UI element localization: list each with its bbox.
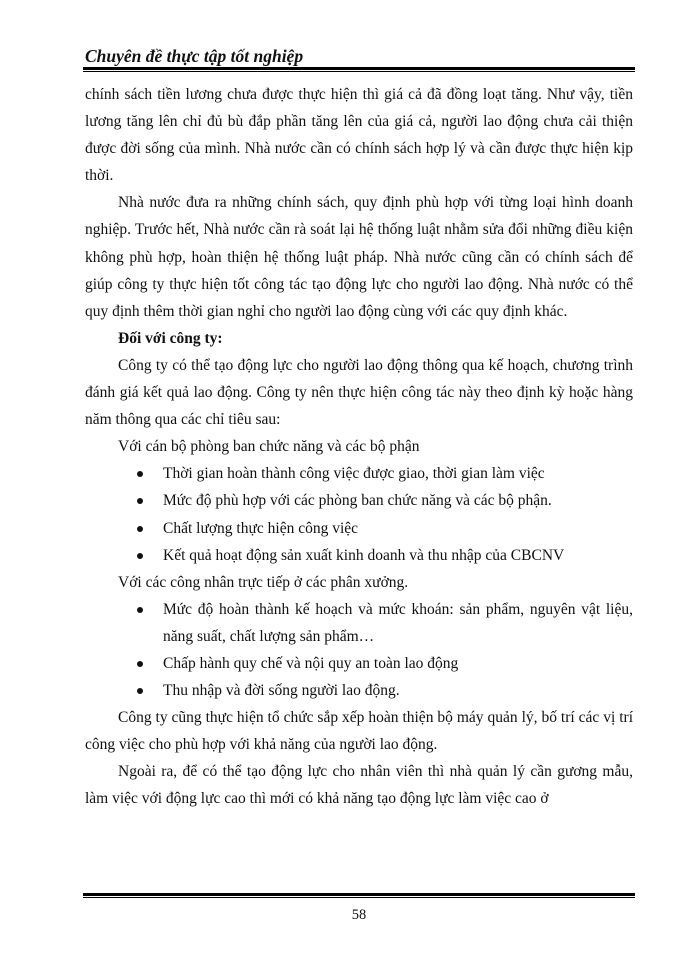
group1-criteria-list	[85, 460, 633, 568]
section-heading: Đối với công ty:	[118, 329, 223, 347]
list-item: Thu nhập và đời sống người lao động.	[163, 677, 633, 704]
list-item: Chất lượng thực hiện công việc	[163, 515, 633, 542]
paragraph-state-policy: Nhà nước đưa ra những chính sách, quy định phù hợp với từng loại hình doanh nghiệp. Trước hết, Nhà nước cần rà soát lại hệ thống luật nhằm sửa đổi những điều kiện không phù hợp, hoàn thiện hệ thống luật pháp. Nhà nước cũng cần có chính sách để giúp công ty thực hiện tốt công tác tạo động lực cho người lao động. Nhà nước có thể quy định thêm thời gian nghỉ cho người lao động cùng với các quy định khác.	[85, 194, 633, 320]
list-item: Chấp hành quy chế và nội quy an toàn lao động	[163, 650, 633, 677]
group1-intro: Với cán bộ phòng ban chức năng và các bộ phận	[118, 438, 420, 456]
list-item: Mức độ hoàn thành kế hoạch và mức khoán: sản phẩm, nguyên vật liệu, năng suất, chất lượng sản phẩm…	[163, 596, 633, 650]
group2-criteria-list	[85, 596, 633, 704]
page-header	[83, 46, 635, 72]
paragraph-company-evaluation: Công ty có thể tạo động lực cho người lao động thông qua kế hoạch, chương trình đánh giá kết quả lao động. Công ty nên thực hiện công tác này theo định kỳ hoặc hàng năm thông qua các chỉ tiêu sau:	[85, 356, 633, 429]
list-item: Thời gian hoàn thành công việc được giao, thời gian làm việc	[163, 460, 633, 487]
header-title: Chuyên đề thực tập tốt nghiệp	[85, 46, 304, 66]
footer-rule-thin	[83, 897, 635, 898]
footer-rule-thick	[83, 893, 635, 896]
paragraph-management-example: Ngoài ra, để có thể tạo động lực cho nhân viên thì nhà quản lý cần gương mẫu, làm việc với động lực cao thì mới có khả năng tạo động lực làm việc cao ở	[85, 763, 633, 808]
list-item: Mức độ phù hợp với các phòng ban chức năng và các bộ phận.	[163, 487, 633, 514]
list-item: Kết quả hoạt động sản xuất kinh doanh và thu nhập của CBCNV	[163, 542, 633, 569]
paragraph-continuation: chính sách tiền lương chưa được thực hiện thì giá cả đã đồng loạt tăng. Như vậy, tiền lương tăng lên chỉ đủ bù đắp phần tăng lên của giá cả, người lao động chưa cải thiện được đời sống của mình. Nhà nước cần có chính sách hợp lý và cần được thực hiện kịp thời.	[85, 86, 633, 185]
page-footer	[83, 893, 635, 924]
header-rule-thick	[83, 67, 635, 70]
page-number: 58	[351, 907, 367, 923]
paragraph-organization: Công ty cũng thực hiện tổ chức sắp xếp hoàn thiện bộ máy quản lý, bố trí các vị trí công việc cho phù hợp với khả năng của người lao động.	[85, 709, 633, 754]
group2-intro: Với các công nhân trực tiếp ở các phân xưởng.	[118, 573, 409, 591]
document-body	[85, 81, 633, 813]
header-rule-thin	[83, 71, 635, 72]
